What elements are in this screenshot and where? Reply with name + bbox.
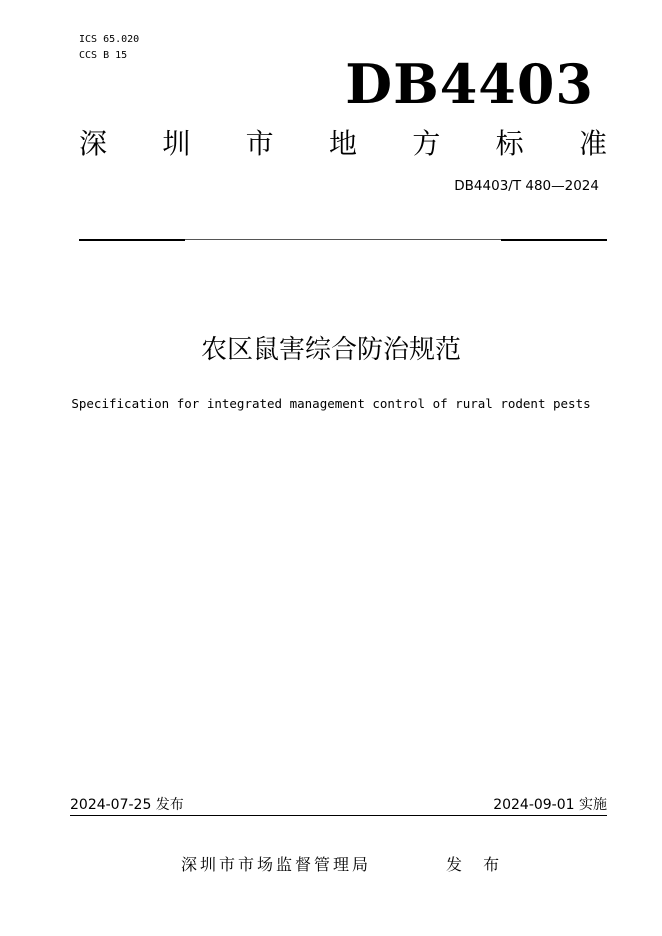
standard-type-title <box>79 124 607 164</box>
classification-codes <box>79 32 139 64</box>
issue-date: 2024-07-25 发布 <box>70 797 184 813</box>
standard-type-char: 深 <box>79 127 108 160</box>
standard-type-char: 圳 <box>162 127 191 160</box>
standard-type-char: 标 <box>495 127 524 160</box>
document-title-english: Specification for integrated management control of rural rodent pests <box>71 396 591 411</box>
header-divider-right-accent <box>501 239 607 241</box>
standard-type-char: 地 <box>328 127 357 160</box>
standard-type-char: 准 <box>578 127 607 160</box>
ccs-code: CCS B 15 <box>79 50 128 61</box>
implementation-date: 2024-09-01 实施 <box>493 797 607 813</box>
standard-number: DB4403/T 480—2024 <box>454 178 599 194</box>
footer-divider <box>70 815 607 816</box>
header-divider-left-accent <box>79 239 185 241</box>
standard-code: DB4403 <box>345 52 594 116</box>
document-title-chinese: 农区鼠害综合防治规范 <box>200 335 461 365</box>
standard-type-char: 方 <box>412 127 441 160</box>
ics-code: ICS 65.020 <box>79 34 140 45</box>
publish-label: 发 布 <box>446 855 508 874</box>
issuing-authority: 深圳市市场监督管理局 <box>181 855 372 874</box>
standard-type-char: 市 <box>245 127 274 160</box>
